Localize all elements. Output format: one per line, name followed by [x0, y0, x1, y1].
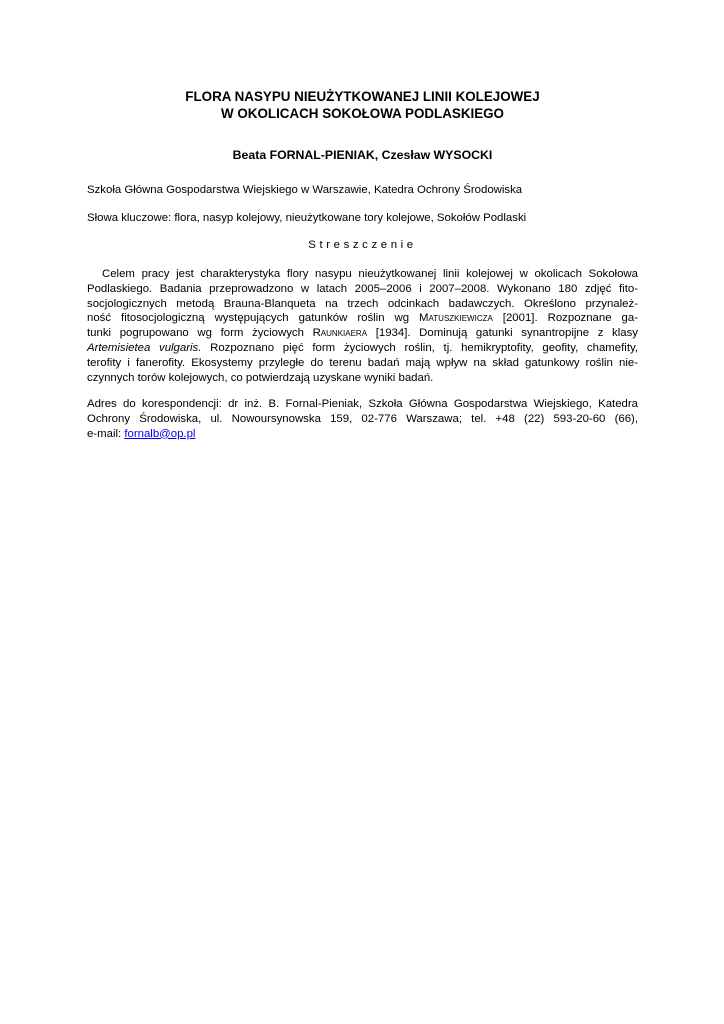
email-label: e-mail: — [87, 427, 125, 440]
abstract-text: [1934]. Dominują gatunki synantropijne z klasy — [367, 327, 638, 340]
abstract-line: terofity i fanerofity. Ekosystemy przyległe do terenu badań mają wpływ na skład gatunkowy roślin nie- — [87, 356, 638, 369]
address-line: Ochrony Środowiska, ul. Nowoursynowska 159, 02-776 Warszawa; tel. +48 (22) 593-20-60 (66), — [87, 412, 638, 425]
correspondence-address — [87, 397, 638, 441]
abstract-text: Rozpoznano pięć form życiowych roślin, tj. hemikryptofity, geofity, chamefity, — [201, 341, 638, 354]
paper-page — [87, 88, 638, 440]
abstract-line — [87, 311, 638, 326]
abstract-text: tunki pogrupowano wg form życiowych — [87, 327, 313, 340]
address-line: Adres do korespondencji: dr inż. B. Fornal-Pieniak, Szkoła Główna Gospodarstwa Wiejskiego, Katedra — [87, 398, 638, 410]
abstract-line — [87, 326, 638, 341]
abstract-paragraph — [87, 267, 638, 385]
paper-title-line-1: FLORA NASYPU NIEUŻYTKOWANEJ LINII KOLEJOWEJ — [185, 89, 540, 104]
paper-title-line-2: W OKOLICACH SOKOŁOWA PODLASKIEGO — [221, 106, 504, 121]
abstract-text: ność fitosocjologiczną występujących gatunków roślin wg — [87, 312, 420, 325]
keywords: Słowa kluczowe: flora, nasyp kolejowy, nieużytkowane tory kolejowe, Sokołów Podlaski — [87, 212, 527, 224]
cited-author: Raunkiaera — [312, 327, 368, 340]
paper-authors: Beata FORNAL-PIENIAK, Czesław WYSOCKI — [232, 148, 493, 162]
address-line — [87, 427, 638, 442]
affiliation: Szkoła Główna Gospodarstwa Wiejskiego w Warszawie, Katedra Ochrony Środowiska — [87, 184, 523, 196]
abstract-line: Podlaskiego. Badania przeprowadzono w latach 2005–2006 i 2007–2008. Wykonano 180 zdjęć fito- — [87, 282, 638, 295]
latin-class-name: Artemisietea vulgaris. — [87, 341, 202, 354]
abstract-line: socjologicznych metodą Brauna-Blanqueta na trzech odcinkach badawczych. Określono przynależ- — [87, 297, 638, 310]
abstract-line: Celem pracy jest charakterystyka flory nasypu nieużytkowanej linii kolejowej w okolicach Sokołowa — [102, 268, 638, 280]
abstract-line: czynnych torów kolejowych, co potwierdzają uzyskane wyniki badań. — [87, 371, 434, 384]
abstract-text: [2001]. Rozpoznane ga- — [492, 312, 638, 325]
abstract-heading: Streszczenie — [308, 239, 417, 251]
email-link[interactable]: fornalb@op.pl — [124, 427, 196, 440]
paper-title — [87, 88, 638, 122]
abstract-line — [87, 341, 638, 356]
cited-author: Matuszkiewicza — [419, 312, 493, 325]
